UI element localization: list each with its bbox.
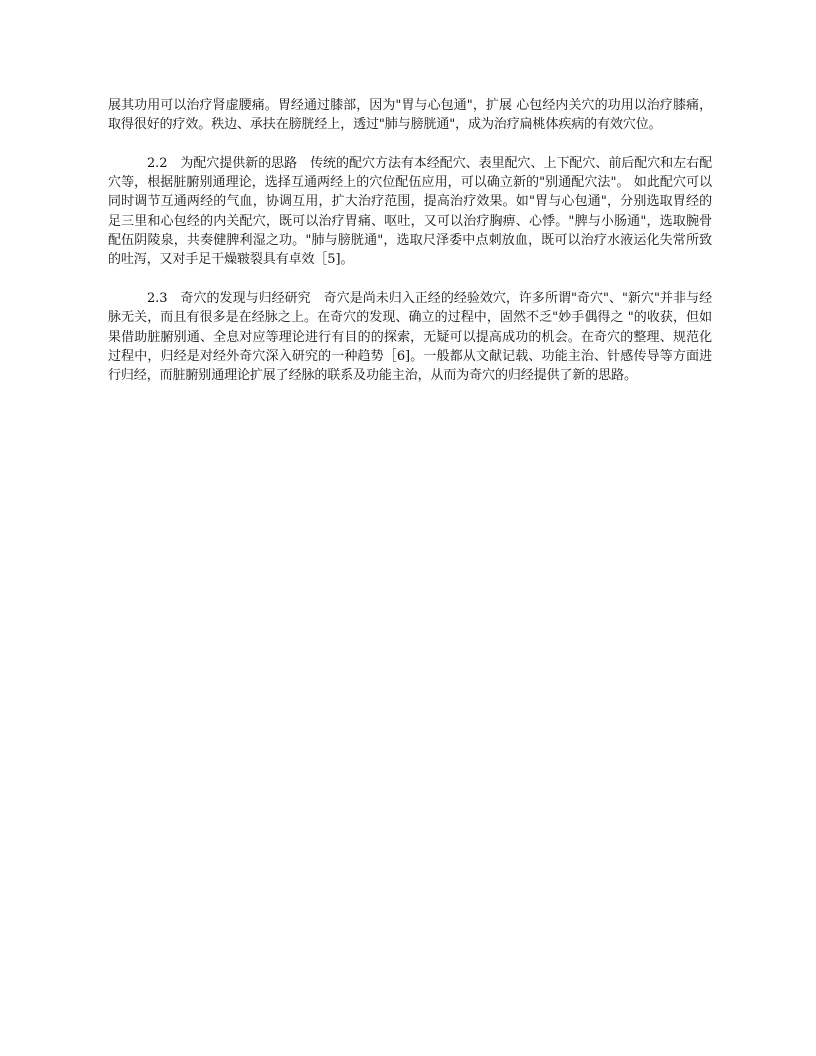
paragraph-continuation: 展其功用可以治疗肾虚腰痛。胃经通过膝部，因为"胃与心包通"，扩展 心包经内关穴的功用以治疗膝痛，取得很好的疗效。秩边、承扶在膀胱经上，透过"肺与膀胱通"，成为治疗扁桃体疾病的有效穴位。 xyxy=(108,98,712,133)
paragraph-section-2-3: 2.3 奇穴的发现与归经研究 奇穴是尚未归入正经的经验效穴，许多所谓"奇穴"、"新穴"并非与经脉无关，而且有很多是在经脉之上。在奇穴的发现、确立的过程中，固然不乏"妙手偶得之 "的收获，但如果借助脏腑别通、全息对应等理论进行有目的的探索，无疑可以提高成功的机会。在奇穴的整理、规范化过程中，归经是对经外奇穴深入研究的一种趋势［6]。一般都从文献记载、功能主治、针感传导等方面进行归经，而脏腑别通理论扩展了经脉的联系及功能主治，从而为奇穴的归经提供了新的思路。 xyxy=(108,290,712,384)
paragraph-section-2-2: 2.2 为配穴提供新的思路 传统的配穴方法有本经配穴、表里配穴、上下配穴、前后配穴和左右配穴等，根据脏腑别通理论，选择互通两经上的穴位配伍应用，可以确立新的"别通配穴法"。 如此配穴可以同时调节互通两经的气血，协调互用，扩大治疗范围，提高治疗效果。如"胃与心包通"，分别选取胃经的足三里和心包经的内关配穴，既可以治疗胃痛、呕吐，又可以治疗胸痹、心悸。"脾与小肠通"，选取腕骨配伍阴陵泉，共奏健脾利湿之功。"肺与膀胱通"，选取尺泽委中点刺放血，既可以治疗水液运化失常所致的吐泻，又对手足干燥皲裂具有卓效［5]。 xyxy=(108,155,712,268)
document-page xyxy=(108,96,712,405)
